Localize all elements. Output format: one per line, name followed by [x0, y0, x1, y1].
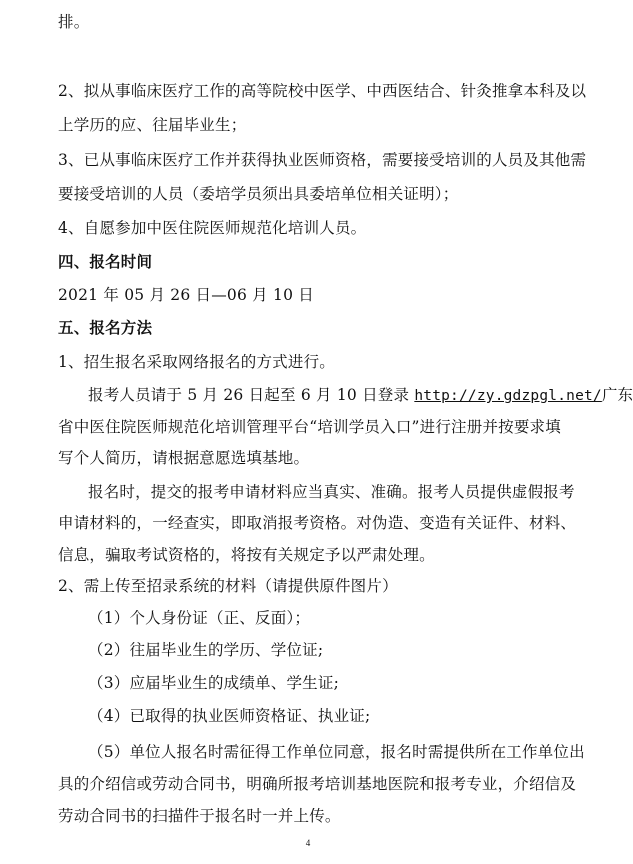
text-line: 4、自愿参加中医住院医师规范化培训人员。 [58, 219, 367, 237]
text-line: 3、已从事临床医疗工作并获得执业医师资格，需要接受培训的人员及其他需 [58, 151, 587, 169]
section-heading-signup-method: 五、报名方法 [58, 318, 153, 337]
text-line: 1、招生报名采取网络报名的方式进行。 [58, 353, 335, 371]
registration-line [88, 385, 633, 406]
registration-url-link[interactable]: http://zy.gdzpgl.net/ [414, 388, 602, 404]
signup-dates: 2021 年 05 月 26 日—06 月 10 日 [58, 286, 314, 304]
text-line: 报名时，提交的报考申请材料应当真实、准确。报考人员提供虚假报考 [88, 483, 575, 501]
registration-prefix: 报考人员请于 5 月 26 日起至 6 月 10 日登录 [88, 386, 415, 404]
text-line: 要接受培训的人员（委培学员须出具委培单位相关证明）； [58, 185, 459, 203]
text-line: 2、需上传至招录系统的材料（请提供原件图片） [58, 577, 398, 595]
page-number: 4 [305, 838, 311, 848]
list-item: （4）已取得的执业医师资格证、执业证; [88, 707, 371, 725]
list-item: （3）应届毕业生的成绩单、学生证; [88, 674, 339, 692]
text-line: 申请材料的，一经查实，即取消报考资格。对伪造、变造有关证件、材料、 [58, 514, 577, 532]
list-item: （5）单位人报名时需征得工作单位同意，报名时需提供所在工作单位出 [88, 743, 585, 761]
text-line: 排。 [58, 13, 90, 31]
text-line: 2、拟从事临床医疗工作的高等院校中医学、中西医结合、针灸推拿本科及以 [58, 82, 587, 100]
section-heading-signup-time: 四、报名时间 [58, 252, 153, 271]
registration-suffix: 广东 [601, 386, 633, 404]
list-item: （2）往届毕业生的学历、学位证; [88, 641, 324, 659]
text-line: 省中医住院医师规范化培训管理平台“培训学员入口”进行注册并按要求填 [58, 418, 561, 436]
text-line: 信息，骗取考试资格的，将按有关规定予以严肃处理。 [58, 546, 435, 564]
text-line: 劳动合同书的扫描件于报名时一并上传。 [58, 807, 341, 825]
text-line: 写个人简历，请根据意愿选填基地。 [58, 449, 310, 467]
text-line: 上学历的应、往届毕业生； [58, 116, 247, 134]
list-item: （1）个人身份证（正、反面）； [88, 609, 311, 627]
text-line: 具的介绍信或劳动合同书，明确所报考培训基地医院和报考专业，介绍信及 [58, 775, 577, 793]
